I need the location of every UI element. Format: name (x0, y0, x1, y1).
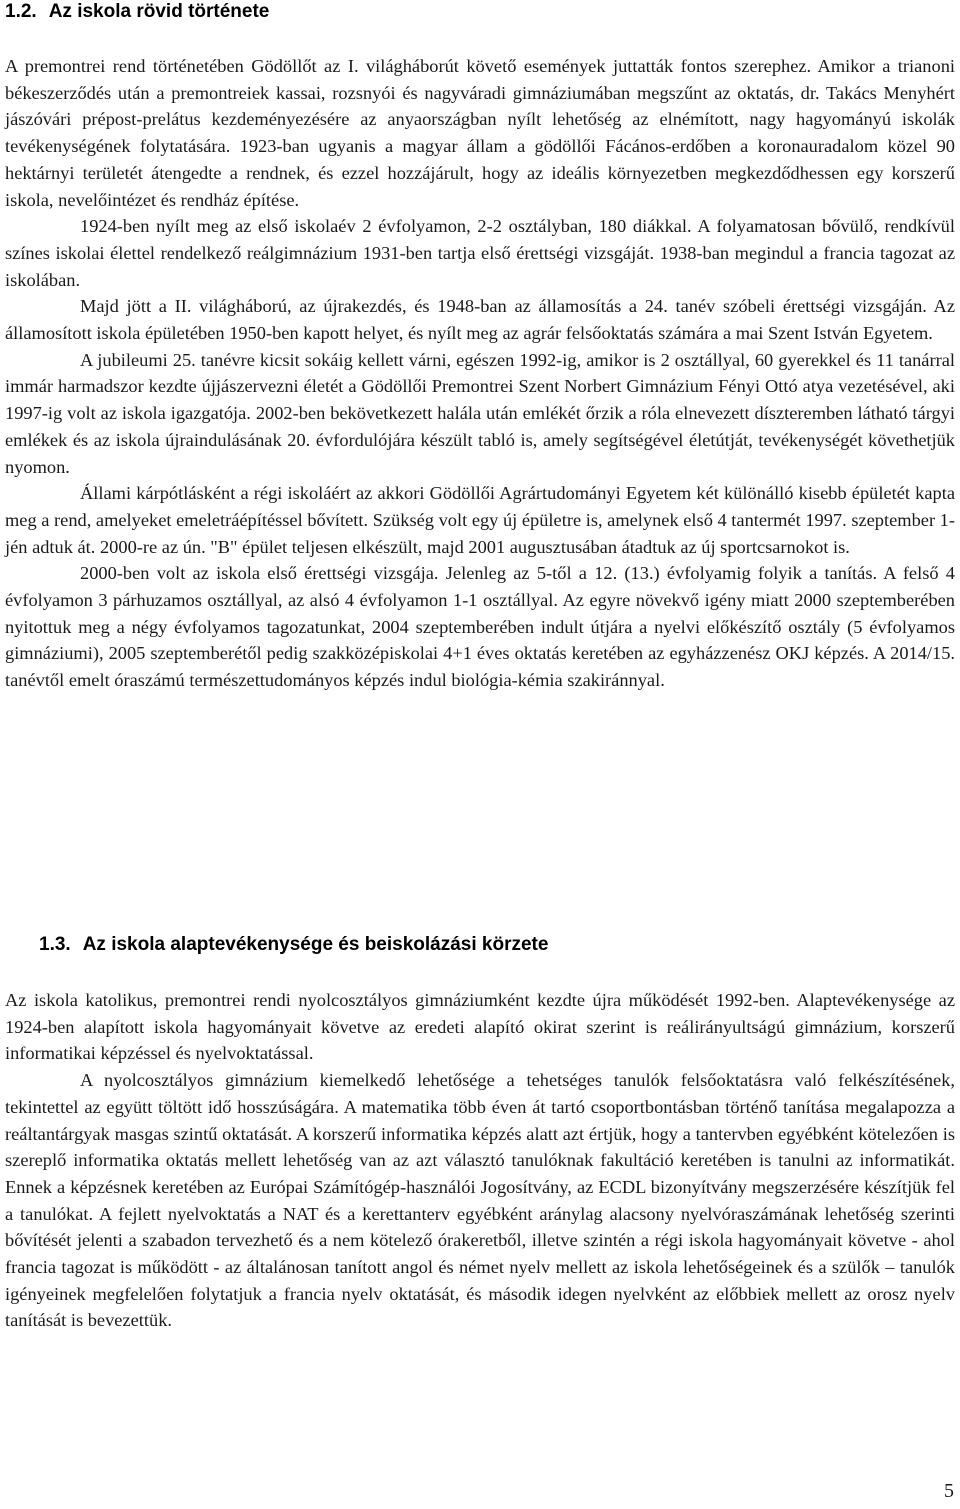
page-number: 5 (944, 1480, 954, 1502)
paragraph: 1924-ben nyílt meg az első iskolaév 2 évfolyamon, 2-2 osztályban, 180 diákkal. A folyamatosan bővülő, rendkívül színes iskolai élettel rendelkező reálgimnázium 1931-ben tartja első érettségi vizsgáját. 1938-ban megindul a francia tagozat az iskolában. (5, 216, 955, 290)
section-title: Az iskola rövid története (48, 1, 270, 22)
section-heading-1-3 (39, 933, 548, 957)
section-body-1-3 (5, 987, 955, 1334)
section-heading-1-2 (5, 0, 269, 24)
section-body-1-2 (5, 53, 955, 694)
section-number: 1.3. (39, 934, 71, 955)
paragraph: 2000-ben volt az iskola első érettségi vizsgája. Jelenleg az 5-től a 12. (13.) évfolyamig folyik a tanítás. A felső 4 évfolyamon 3 párhuzamos osztállyal, az alsó 4 évfolyamon 1-1 osztállyal. Az egyre növekvő igény miatt 2000 szeptemberében nyitottuk meg a négy évfolyamos tagozatunkat, 2004 szeptemberében indult útjára a nyelvi előkészítő osztály (5 évfolyamos gimnáziumi), 2005 szeptemberétől pedig szakközépiskolai 4+1 éves oktatás keretében az egyházzenész OKJ képzés. A 2014/15. tanévtől emelt óraszámú természettudományos képzés indul biológia-kémia szakiránnyal. (5, 563, 955, 691)
paragraph: A premontrei rend történetében Gödöllőt az I. világháborút követő események juttatták fontos szerephez. Amikor a trianoni békeszerződés után a premontreiek kassai, rozsnyói és nagyváradi gimnáziumában megszűnt az oktatás, dr. Takács Menyhért jászóvári prépost-prelátus kezdeményezésére az anyaországban nyílt lehetőség az elnémított, nagy hagyományú iskolák tevékenységének folytatására. 1923-ban ugyanis a magyar állam a gödöllői Fácános-erdőben a koronauradalom közel 90 hektárnyi területét átengedte a rendnek, és ezzel hozzájárult, hogy az ideális környezetben megkezdődhessen egy korszerű iskola, nevelőintézet és rendház építése. (5, 56, 955, 210)
section-title: Az iskola alaptevékenysége és beiskolázási körzete (82, 934, 549, 955)
section-number: 1.2. (5, 1, 37, 22)
paragraph: Állami kárpótlásként a régi iskoláért az akkori Gödöllői Agrártudományi Egyetem két különálló kisebb épületét kapta meg a rend, amelyeket emeletráépítéssel bővített. Szükség volt egy új épületre is, amelynek első 4 tantermét 1997. szeptember 1-jén adtuk át. 2000-re az ún. "B" épület teljesen elkészült, majd 2001 augusztusában átadtuk az új sportcsarnokot is. (5, 483, 955, 557)
paragraph: A jubileumi 25. tanévre kicsit sokáig kellett várni, egészen 1992-ig, amikor is 2 osztállyal, 60 gyerekkel és 11 tanárral immár harmadszor kezdte újjászervezni életét a Gödöllői Premontrei Szent Norbert Gimnázium Fényi Ottó atya vezetésével, aki 1997-ig volt az iskola igazgatója. 2002-ben bekövetkezett halála után emlékét őrzik a róla elnevezett díszteremben látható tárgyi emlékek és az iskola újraindulásának 20. évfordulójára készült tabló is, amely segítségével életútját, tevékenységét követhetjük nyomon. (5, 349, 955, 477)
paragraph: A nyolcosztályos gimnázium kiemelkedő lehetősége a tehetséges tanulók felsőoktatásra való felkészítésének, tekintettel az együtt töltött idő hosszúságára. A matematika több éven át tartó csoportbontásban történő tanítása megalapozza a reáltantárgyak masgas szintű oktatását. A korszerű informatika képzés alatt azt értjük, hogy a tantervben egyébként kötelezően is szereplő informatika oktatás mellett lehetőség van az azt választó tanulóknak fakultáció keretében is tanulni az informatikát. Ennek a képzésnek keretében az Európai Számítógép-használói Jogosítvány, az ECDL bizonyítvány megszerzésére készítjük fel a tanulókat. A fejlett nyelvoktatás a NAT és a kerettanterv egyébként aránylag alacsony nyelvóraszámának lehetőség szerinti bővítését jelenti a szabadon tervezhető és a nem kötelező órakeretből, illetve szintén a régi iskola hagyományait követve - ahol francia tagozat is működött - az általánosan tanított angol és német nyelv mellett az iskola lehetőségeinek és a szülők – tanulók igényeinek megfelelően folytatjuk a francia nyelv oktatását, és második idegen nyelvként az előbbiek mellett az orosz nyelv tanítását is bevezettük. (5, 1070, 955, 1331)
paragraph: Az iskola katolikus, premontrei rendi nyolcosztályos gimnáziumként kezdte újra működését 1992-ben. Alaptevékenysége az 1924-ben alapított iskola hagyományait követve az eredeti alapító okirat szerint is reálirányultságú gimnázium, korszerű informatikai képzéssel és nyelvoktatással. (5, 990, 955, 1064)
paragraph: Majd jött a II. világháború, az újrakezdés, és 1948-ban az államosítás a 24. tanév szóbeli érettségi vizsgáján. Az államosított iskola épületében 1950-ben kapott helyet, és nyílt meg az agrár felsőoktatás számára a mai Szent István Egyetem. (5, 296, 955, 344)
